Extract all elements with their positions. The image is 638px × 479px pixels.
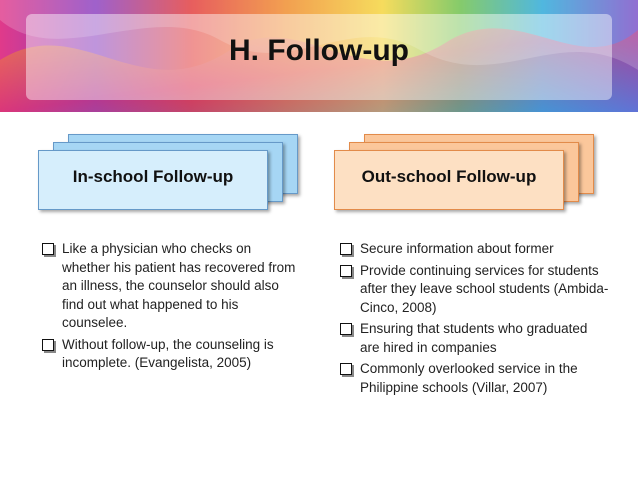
checkbox-bullet-icon (340, 363, 352, 375)
checkbox-bullet-icon (340, 265, 352, 277)
out-school-card-stack (334, 134, 606, 244)
out-school-heading: Out-school Follow-up (361, 167, 537, 186)
checkbox-bullet-icon (42, 339, 54, 351)
list-item-text: Secure information about former (360, 241, 554, 256)
in-school-card (38, 150, 268, 210)
checkbox-bullet-icon (340, 323, 352, 335)
checkbox-bullet-icon (340, 243, 352, 255)
out-school-card (334, 150, 564, 210)
list-item-text: Commonly overlooked service in the Philippine schools (Villar, 2007) (360, 361, 578, 395)
out-school-bullet-list (338, 240, 610, 400)
slide-title: H. Follow-up (229, 34, 409, 67)
list-item-text: Ensuring that students who graduated are hired in companies (360, 321, 588, 355)
list-item (40, 336, 302, 373)
in-school-bullet-list (40, 240, 302, 376)
list-item-text: Provide continuing services for students after they leave school students (Ambida-Cinco, 2008) (360, 262, 609, 315)
list-item (338, 360, 610, 397)
checkbox-bullet-icon (42, 243, 54, 255)
in-school-heading: In-school Follow-up (72, 167, 234, 186)
list-item (338, 262, 610, 318)
list-item (338, 240, 610, 259)
list-item-text: Like a physician who checks on whether his patient has recovered from an illness, the counselor should also find out what happened to his counselee. (62, 241, 296, 330)
list-item (338, 320, 610, 357)
list-item-text: Without follow-up, the counseling is incomplete. (Evangelista, 2005) (62, 336, 274, 370)
in-school-card-stack (38, 134, 308, 244)
list-item (40, 240, 302, 333)
